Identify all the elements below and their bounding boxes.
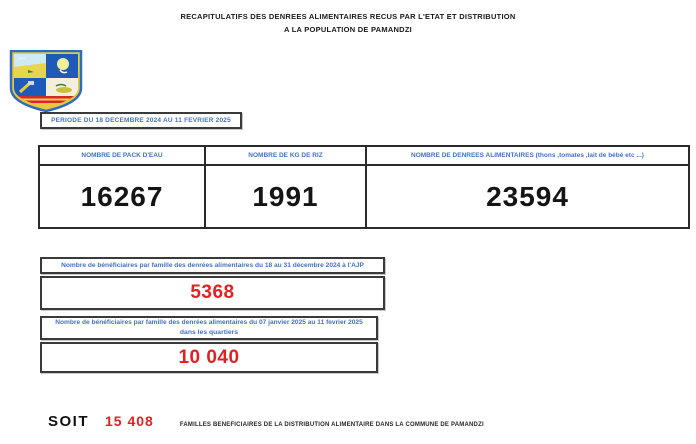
summary-column-kg-riz bbox=[206, 147, 367, 227]
beneficiaries-ajp-header bbox=[40, 257, 385, 274]
document-title-line1: RECAPITULATIFS DES DENREES ALIMENTAIRES RECUS PAR L'ETAT ET DISTRIBUTION bbox=[180, 12, 516, 21]
column-header: NOMBRE DE PACK D'EAU bbox=[40, 147, 204, 166]
footer-description: FAMILLES BENEFICIAIRES DE LA DISTRIBUTION ALIMENTAIRE DANS LA COMMUNE DE PAMANDZI bbox=[179, 422, 484, 428]
period-label: PERIODE DU 18 DECEMBRE 2024 AU 11 FEVRIER 2025 bbox=[51, 117, 231, 124]
beneficiaries-quartiers-header bbox=[40, 316, 378, 340]
soit-label: SOIT bbox=[48, 413, 90, 430]
summary-column-pack-eau bbox=[40, 147, 206, 227]
document-title-line2: A LA POPULATION DE PAMANDZI bbox=[284, 25, 412, 34]
commune-crest-logo bbox=[8, 50, 84, 112]
column-value: 1991 bbox=[252, 180, 319, 212]
column-value: 23594 bbox=[486, 180, 569, 212]
summary-table bbox=[38, 145, 690, 229]
document-title bbox=[0, 10, 696, 36]
beneficiaries-quartiers-label: Nombre de bénéficiaires par famille des denrées alimentaires du 07 janvier 2025 au 11 fevrier 2025 bbox=[55, 319, 363, 326]
beneficiaries-quartiers-sublabel: dans les quartiers bbox=[179, 329, 239, 336]
beneficiaries-quartiers-value-box bbox=[40, 342, 378, 373]
column-header: NOMBRE DE DENREES ALIMENTAIRES (thons ,tomates ,lait de bébé etc ...) bbox=[367, 147, 688, 166]
summary-column-denrees bbox=[367, 147, 688, 227]
beneficiaries-ajp-value-box bbox=[40, 276, 385, 310]
column-value: 16267 bbox=[80, 180, 164, 212]
column-header: NOMBRE DE KG DE RIZ bbox=[206, 147, 365, 166]
beneficiaries-ajp-value: 5368 bbox=[190, 282, 235, 303]
grand-total-value: 15 408 bbox=[105, 413, 154, 429]
footer-total-line bbox=[48, 413, 484, 430]
beneficiaries-ajp-label: Nombre de bénéficiaires par famille des denrées alimentaires du 18 au 31 décembre 2024 à l'AJP bbox=[61, 261, 364, 269]
beneficiaries-quartiers-value: 10 040 bbox=[178, 346, 240, 368]
shield-icon bbox=[8, 50, 84, 112]
period-banner bbox=[40, 112, 242, 129]
